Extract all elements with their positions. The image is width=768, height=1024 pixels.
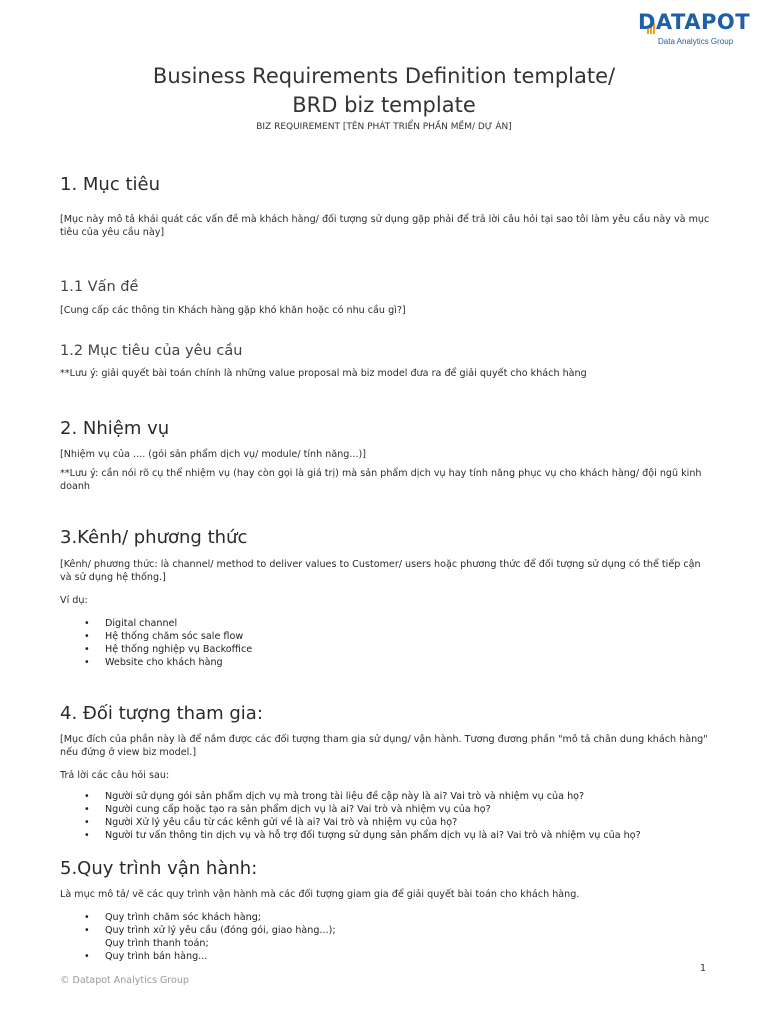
section-4-answer-label: Trả lời các câu hỏi sau: (60, 770, 170, 781)
list-item: • Người Xử lý yêu cầu từ các kênh gửi về là ai? Vai trò và nhiệm vụ của họ? (105, 816, 710, 829)
section-3-list (60, 617, 710, 669)
section-5-paragraph: Là mục mô tả/ vẽ các quy trình vận hành mà các đối tượng giam gia để giải quyết bài toán cho khách hàng. (60, 889, 580, 900)
document-title-block (0, 62, 768, 132)
document-body (60, 174, 710, 963)
list-item: • Quy trình xử lý yêu cầu (đóng gói, giao hàng...); (105, 924, 710, 937)
list-item: • Digital channel (105, 617, 710, 630)
document-title-line-1: Business Requirements Definition template/ (152, 64, 616, 88)
section-1-paragraph: [Mục này mô tả khái quát các vấn đề mà khách hàng/ đối tượng sử dụng gặp phải để trả lời câu hỏi tại sao tôi làm yêu cầu này và mục tiêu của yêu cầu này] (60, 214, 710, 238)
page-number: 1 (699, 963, 706, 974)
section-3-example-label: Ví dụ: (60, 595, 88, 606)
list-item: • Website cho khách hàng (105, 656, 710, 669)
logo-wordmark: DATAPOT (638, 10, 751, 34)
section-1-1-paragraph: [Cung cấp các thông tin Khách hàng gặp khó khăn hoặc có nhu cầu gì?] (60, 305, 406, 316)
section-5-list (60, 911, 710, 963)
document-subtitle: BIZ REQUIREMENT [TÊN PHÁT TRIỂN PHẦN MỀM/ DỰ ÁN] (256, 122, 512, 132)
section-2-paragraph-1: [Nhiệm vụ của .... (gói sản phẩm dịch vụ/ module/ tính năng...)] (60, 449, 367, 460)
logo-subtitle: Data Analytics Group (658, 37, 734, 46)
section-3-heading: 3.Kênh/ phương thức (60, 527, 248, 548)
list-item: • Người cung cấp hoặc tạo ra sản phẩm dịch vụ là ai? Vai trò và nhiệm vụ của họ? (105, 803, 710, 816)
list-item: • Người tư vấn thông tin dịch vụ và hỗ trợ đối tượng sử dụng sản phẩm dịch vụ là ai? Vai trò và nhiệm vụ của họ? (105, 829, 710, 842)
section-2-heading: 2. Nhiệm vụ (60, 418, 170, 439)
list-item: • Hệ thống chăm sóc sale flow (105, 630, 710, 643)
section-1-2-heading: 1.2 Mục tiêu của yêu cầu (60, 343, 243, 359)
document-title-line-2: BRD biz template (292, 93, 476, 117)
section-1-2-paragraph: **Lưu ý: giải quyết bài toán chính là những value proposal mà biz model đưa ra để giải quyết cho khách hàng (60, 368, 587, 379)
section-1-heading: 1. Mục tiêu (60, 174, 160, 195)
section-2-paragraph-2: **Lưu ý: cần nói rõ cụ thể nhiệm vụ (hay còn gọi là giá trị) mà sản phẩm dịch vụ hay tính năng phục vụ cho khách hàng/ đội ngũ kinh doanh (60, 468, 702, 492)
section-4-paragraph: [Mục đích của phần này là để nắm được các đối tượng tham gia sử dụng/ vận hành. Tương đương phần "mô tả chân dung khách hàng" nếu đứng ở view biz model.] (60, 734, 708, 758)
list-item: • Quy trình chăm sóc khách hàng; (105, 911, 710, 924)
datapot-logo (638, 10, 751, 50)
section-4-heading: 4. Đối tượng tham gia: (60, 703, 263, 724)
list-item: • Quy trình bán hàng... (105, 950, 710, 963)
section-3-paragraph: [Kênh/ phương thức: là channel/ method to deliver values to Customer/ users hoặc phương thức để đối tượng sử dụng có thể tiếp cận và sử dụng hệ thống.] (60, 559, 701, 583)
section-1-1-heading: 1.1 Vấn đề (60, 279, 139, 295)
section-4-list (60, 790, 710, 842)
section-5-heading: 5.Quy trình vận hành: (60, 858, 258, 879)
list-item: Quy trình thanh toán; (105, 938, 209, 949)
footer-copyright: © Datapot Analytics Group (60, 975, 189, 986)
list-item: • Người sử dụng gói sản phẩm dịch vụ mà trong tài liệu đề cập này là ai? Vai trò và nhiệm vụ của họ? (105, 790, 710, 803)
list-item: • Hệ thống nghiệp vụ Backoffice (105, 643, 710, 656)
